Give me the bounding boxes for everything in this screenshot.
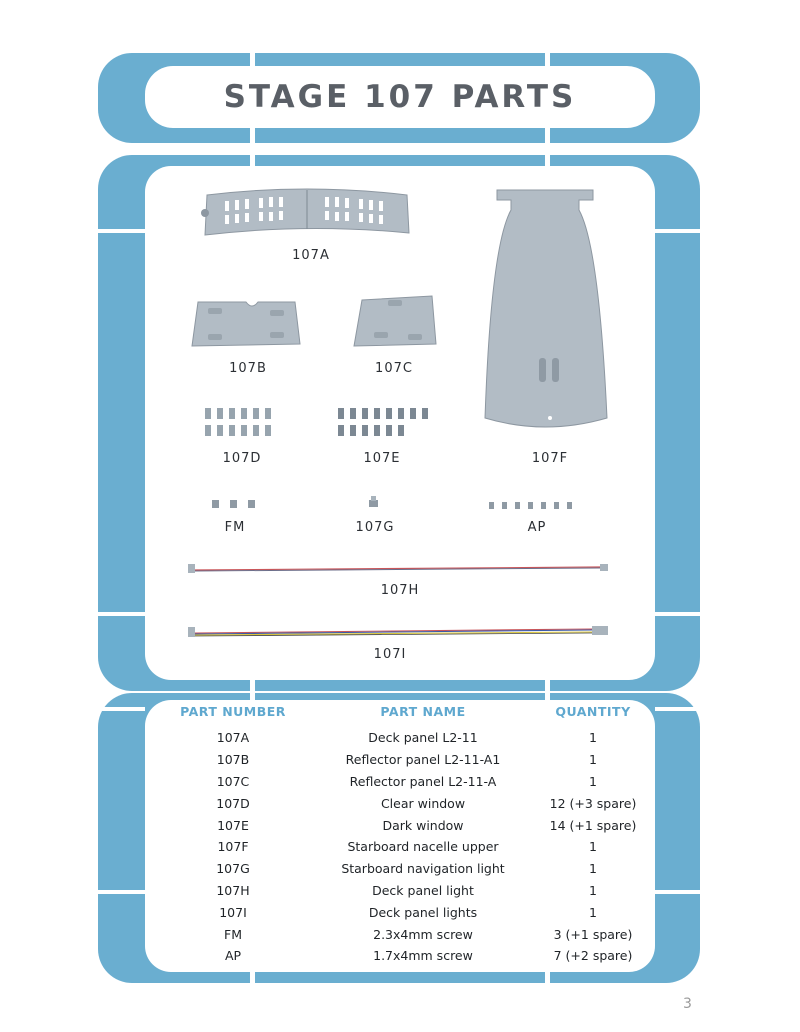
header-quantity: QUANTITY [555, 704, 631, 719]
cell-part-number: 107I [219, 904, 247, 920]
cell-quantity: 3 (+1 spare) [553, 926, 633, 942]
frame-gap [250, 680, 255, 700]
cell-part-name: Dark window [382, 817, 464, 833]
title-panel [145, 66, 655, 128]
cell-part-name: Starboard nacelle upper [347, 839, 499, 855]
table-row [158, 901, 648, 923]
part-107b-label: 107B [229, 361, 267, 376]
cell-quantity: 12 (+3 spare) [549, 795, 637, 811]
cell-part-name: Reflector panel L2-11-A [349, 773, 497, 789]
cell-quantity: 1 [589, 730, 597, 746]
part-107i-image [188, 624, 612, 640]
cell-part-name: Deck panel L2-11 [368, 730, 478, 746]
frame-gap [655, 229, 700, 233]
table-row [158, 880, 648, 902]
table-row [158, 945, 648, 967]
cell-part-number: 107G [216, 861, 250, 877]
frame-gap [98, 612, 145, 616]
table-row [158, 749, 648, 771]
header-part-name: PART NAME [380, 704, 466, 719]
cell-part-name: Deck panel lights [368, 904, 478, 920]
parts-table [158, 703, 648, 967]
part-107b-image [190, 298, 305, 350]
page-title: STAGE 107 PARTS [223, 79, 577, 115]
cell-quantity: 1 [589, 882, 597, 898]
part-ap-label: AP [527, 520, 547, 535]
part-107e-image [338, 408, 428, 438]
table-row [158, 792, 648, 814]
part-fm-label: FM [224, 520, 246, 535]
cell-part-number: 107F [217, 839, 249, 855]
frame-gap [250, 128, 255, 143]
frame-gap [250, 972, 255, 983]
table-row [158, 923, 648, 945]
part-107c-image [352, 294, 440, 350]
table-header-row [158, 703, 648, 727]
cell-part-number: AP [224, 948, 242, 964]
frame-gap [655, 707, 700, 711]
part-107g-label: 107G [355, 520, 395, 535]
frame-gap [250, 53, 255, 66]
part-107h-label: 107H [380, 583, 420, 598]
cell-quantity: 1 [589, 839, 597, 855]
frame-gap [98, 890, 145, 894]
cell-quantity: 1 [589, 904, 597, 920]
cell-part-name: Starboard navigation light [341, 861, 505, 877]
part-ap-image [489, 502, 581, 512]
cell-part-number: FM [224, 926, 242, 942]
cell-part-number: 107C [216, 773, 250, 789]
table-row [158, 836, 648, 858]
frame-gap [545, 53, 550, 66]
part-107d-label: 107D [222, 451, 262, 466]
frame-gap [250, 155, 255, 166]
cell-part-name: Reflector panel L2-11-A1 [345, 752, 501, 768]
frame-gap [98, 707, 145, 711]
part-107i-label: 107I [373, 647, 407, 662]
cell-part-number: 107A [216, 730, 250, 746]
frame-gap [655, 890, 700, 894]
frame-gap [545, 155, 550, 166]
cell-quantity: 7 (+2 spare) [553, 948, 633, 964]
part-107f-label: 107F [531, 451, 569, 466]
cell-part-number: 107B [216, 752, 250, 768]
part-107c-label: 107C [375, 361, 413, 376]
part-fm-image [212, 500, 260, 510]
table-row [158, 858, 648, 880]
part-107e-label: 107E [363, 451, 401, 466]
part-107h-image [188, 562, 612, 576]
cell-part-number: 107E [217, 817, 249, 833]
cell-part-name: 1.7x4mm screw [373, 948, 473, 964]
frame-gap [545, 972, 550, 983]
cell-part-number: 107H [216, 882, 250, 898]
cell-quantity: 1 [589, 773, 597, 789]
page-number: 3 [683, 996, 692, 1012]
part-107a-image [195, 185, 420, 240]
part-107g-image [368, 496, 380, 508]
cell-quantity: 14 (+1 spare) [549, 817, 637, 833]
header-part-number: PART NUMBER [180, 704, 286, 719]
table-row [158, 771, 648, 793]
cell-part-number: 107D [216, 795, 250, 811]
frame-gap [98, 229, 145, 233]
frame-gap [655, 612, 700, 616]
table-row [158, 727, 648, 749]
cell-quantity: 1 [589, 752, 597, 768]
cell-quantity: 1 [589, 861, 597, 877]
cell-part-name: Clear window [380, 795, 466, 811]
cell-part-name: Deck panel light [372, 882, 474, 898]
part-107f-image [483, 186, 613, 441]
part-107a-label: 107A [292, 248, 330, 263]
frame-gap [545, 680, 550, 700]
cell-part-name: 2.3x4mm screw [373, 926, 473, 942]
part-107d-image [205, 408, 277, 438]
frame-gap [545, 128, 550, 143]
table-row [158, 814, 648, 836]
